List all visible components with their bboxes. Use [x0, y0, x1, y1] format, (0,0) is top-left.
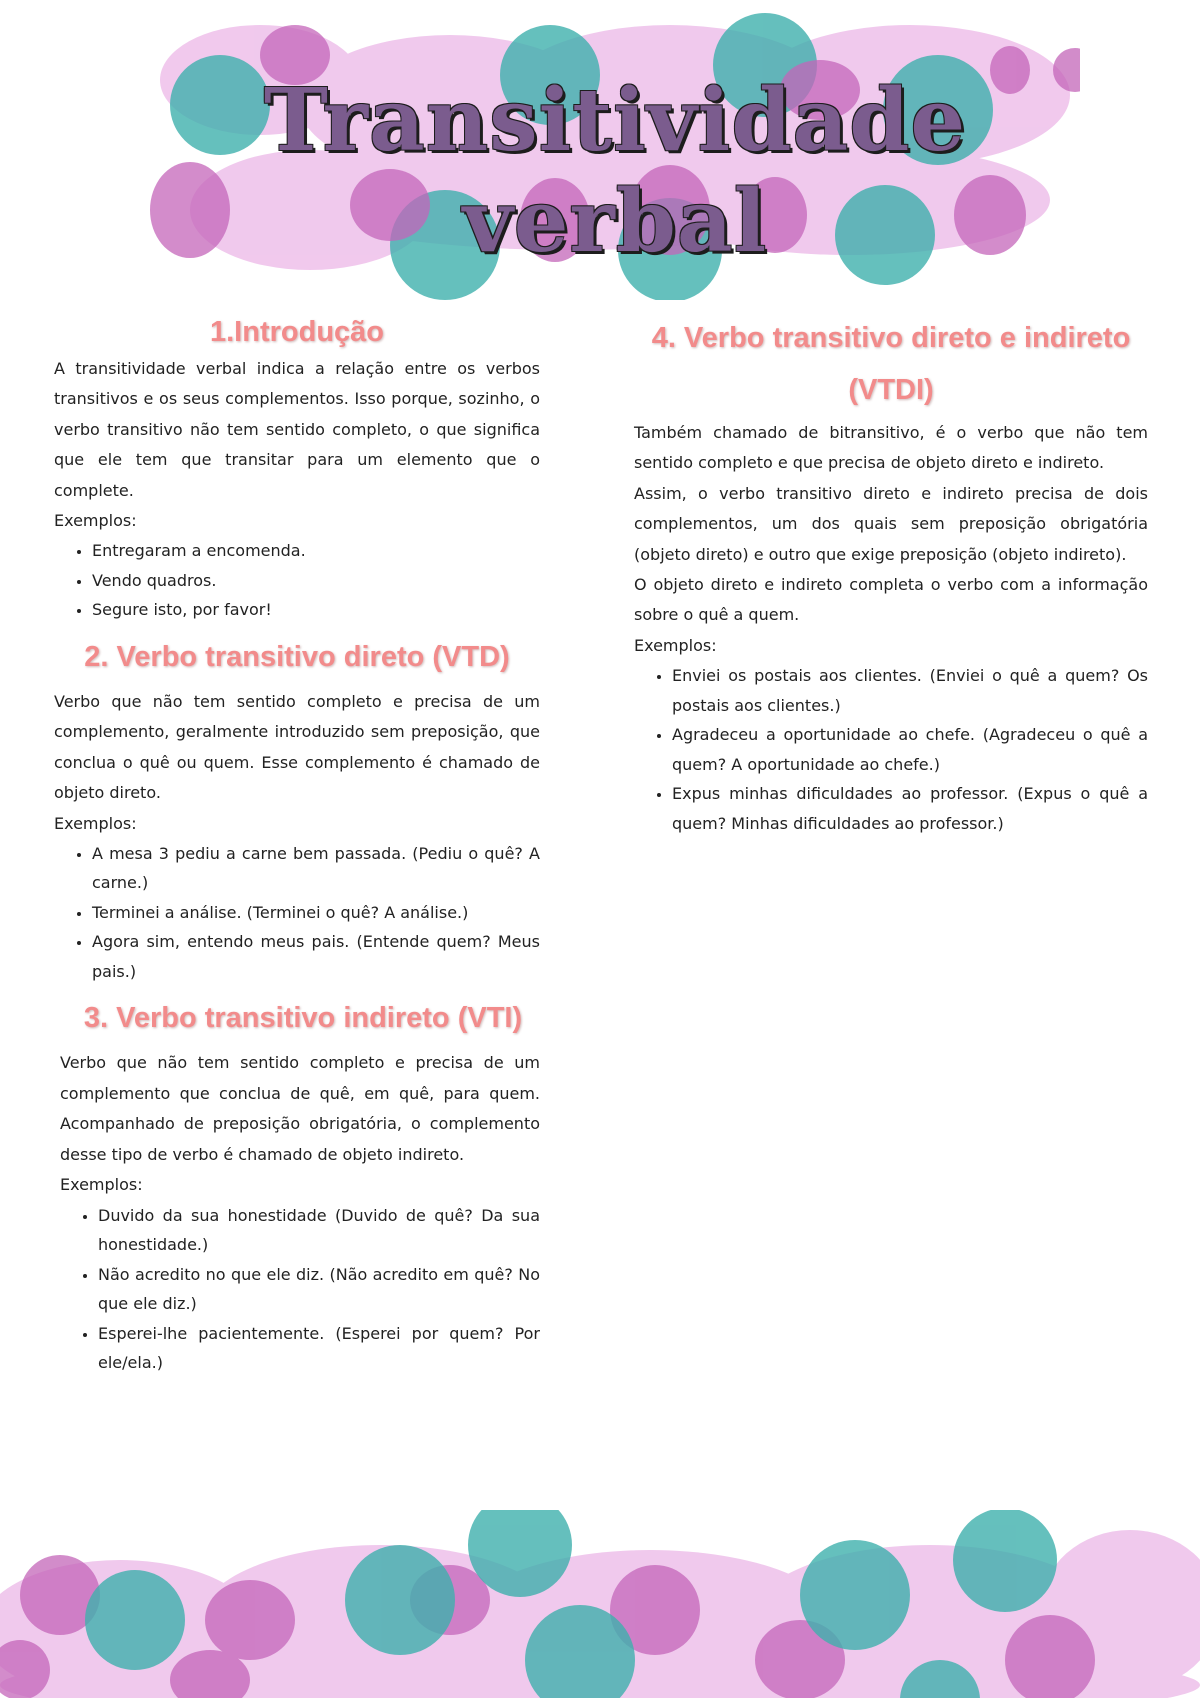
- section-heading: 3. Verbo transitivo indireto (VTI): [83, 1002, 523, 1035]
- list-item: • Duvido da sua honestidade (Duvido de quê? Da sua honestidade.): [98, 1201, 540, 1260]
- section-vti: [54, 998, 540, 1377]
- list-item: • Agora sim, entendo meus pais. (Entende quem? Meus pais.): [92, 927, 540, 986]
- right-column: [634, 312, 1148, 838]
- section-introducao: [54, 312, 540, 625]
- list-item: • Segure isto, por favor!: [92, 595, 540, 625]
- section-paragraph: Assim, o verbo transitivo direto e indireto precisa de dois complementos, um dos quais sem preposição obrigatória (objeto direto) e outro que exige preposição (objeto indireto).: [634, 483, 1148, 564]
- list-item: • A mesa 3 pediu a carne bem passada. (Pediu o quê? A carne.): [92, 839, 540, 898]
- examples-label: Exemplos:: [54, 813, 137, 833]
- list-item: • Não acredito no que ele diz. (Não acredito em quê? No que ele diz.): [98, 1260, 540, 1319]
- section-vtd: [54, 637, 540, 987]
- examples-list: [634, 661, 1148, 838]
- section-paragraph: Verbo que não tem sentido completo e precisa de um complemento, geralmente introduzido sem preposição, que conclua o quê ou quem. Esse complemento é chamado de objeto direto.: [54, 691, 540, 803]
- examples-list: [54, 536, 540, 625]
- section-paragraph: O objeto direto e indireto completa o verbo com a informação sobre o quê a quem.: [634, 575, 1148, 625]
- list-item: • Agradeceu a oportunidade ao chefe. (Agradeceu o quê a quem? A oportunidade ao chefe.): [672, 720, 1148, 779]
- section-heading: 2. Verbo transitivo direto (VTD): [84, 640, 510, 673]
- document-title: Transitividade verbal: [263, 70, 967, 272]
- list-item: • Terminei a análise. (Terminei o quê? A análise.): [92, 898, 540, 928]
- examples-list: [60, 1201, 540, 1378]
- examples-label: Exemplos:: [60, 1175, 143, 1195]
- section-heading: 4. Verbo transitivo direto e indireto (VTDI): [651, 322, 1131, 406]
- section-paragraph: A transitividade verbal indica a relação entre os verbos transitivos e os seus complementos. Isso porque, sozinho, o verbo transitivo não tem sentido completo, o que significa que ele tem que transitar para um elemento que o complete.: [54, 359, 540, 500]
- list-item: • Esperei-lhe pacientemente. (Esperei por quem? Por ele/ela.): [98, 1319, 540, 1378]
- section-paragraph: Também chamado de bitransitivo, é o verbo que não tem sentido completo e que precisa de objeto direto e indireto.: [634, 423, 1148, 473]
- section-vtdi: [634, 312, 1148, 838]
- title-banner: [150, 10, 1080, 300]
- section-heading: 1.Introdução: [209, 316, 384, 348]
- list-item: • Vendo quadros.: [92, 566, 540, 596]
- list-item: • Entregaram a encomenda.: [92, 536, 540, 566]
- examples-list: [54, 839, 540, 987]
- examples-label: Exemplos:: [54, 511, 137, 531]
- list-item: • Expus minhas dificuldades ao professor. (Expus o quê a quem? Minhas dificuldades ao professor.): [672, 779, 1148, 838]
- decorative-blobs-bottom: [0, 1510, 1200, 1698]
- list-item: • Enviei os postais aos clientes. (Enviei o quê a quem? Os postais aos clientes.): [672, 661, 1148, 720]
- section-paragraph: Verbo que não tem sentido completo e precisa de um complemento que conclua de quê, em quê, para quem. Acompanhado de preposição obrigatória, o complemento desse tipo de verbo é chamado de objeto indireto.: [60, 1053, 540, 1164]
- examples-label: Exemplos:: [634, 635, 717, 655]
- left-column: [54, 312, 540, 1378]
